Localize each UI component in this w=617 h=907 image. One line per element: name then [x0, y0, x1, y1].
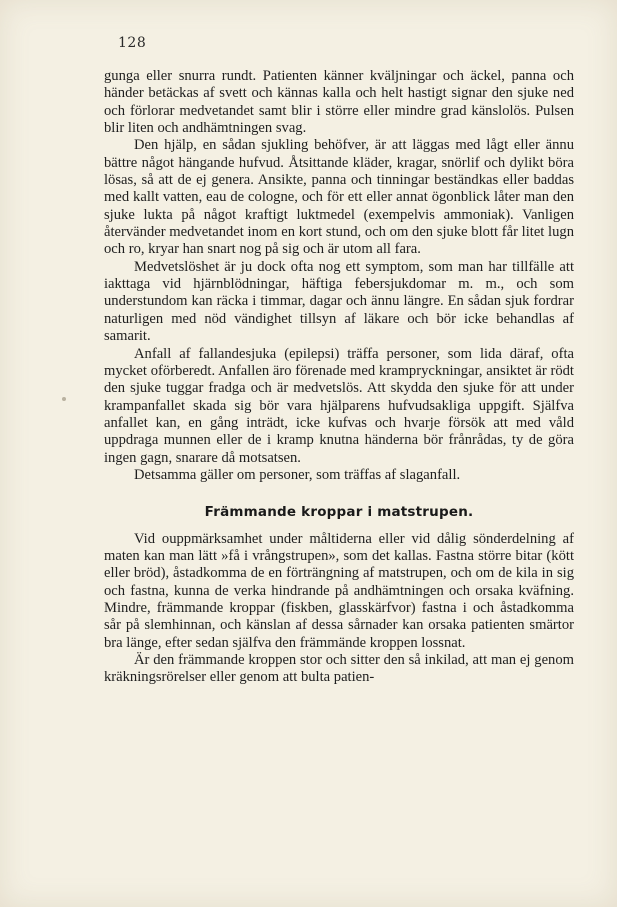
- margin-mark: [62, 397, 66, 401]
- paragraph-large-object: Är den främmande kroppen stor och sitter den så inkilad, att man ej genom kräkningsrörelser eller genom att bulta patien-: [104, 652, 574, 686]
- paragraph-stroke: Detsamma gäller om personer, som träffas af slaganfall.: [134, 466, 461, 483]
- section-heading: Främmande kroppar i matstrupen.: [204, 504, 474, 521]
- paragraph-continuation: gunga eller snurra rundt. Patienten känner kväljningar och äckel, panna och händer betäckas af svett och kännas kalla och helt hastigt signar den sjuke ned och förlorar medvetandet samt blir i större eller mindre grad känslolös. Pulsen blir liten och andhämtningen svag.: [104, 68, 574, 137]
- paragraph-unconsciousness: Medvetslöshet är ju dock ofta nog ett symptom, som man har tillfälle att iakttaga vid hjärnblödningar, häftiga febersjukdomar m. m., och som understundom kan räcka i timmar, dagar och ännu längre. En sådan sjuk fordrar naturligen med nöd vändighet tillsyn af läkare och bör icke behandlas af samarit.: [104, 258, 574, 345]
- page-number: 128: [118, 35, 147, 51]
- body-text: [104, 68, 574, 687]
- paragraph-fainting-help: Den hjälp, en sådan sjukling behöfver, är att läggas med lågt eller ännu bättre något hängande hufvud. Åtsittande kläder, kragar, snörlif och dylikt böra lösas, så att de ej genera. Ansikte, panna och tinningar beständkas eller baddas med kallt vatten, eau de cologne, och för ett eller annat ögonblick låter man den sjuke lukta på något kraftigt luktmedel (exempelvis ammoniak). Vanligen återvänder medvetandet inom en kort stund, och om den sjuke blott får litet lugn och ro, kryar han snart nog på sig och är utom all fara.: [104, 137, 574, 258]
- paragraph-foreign-bodies: Vid ouppmärksamhet under måltiderna eller vid dålig sönderdelning af maten kan man lätt »få i vrångstrupen», som det kallas. Fastna större bitar (kött eller bröd), åstadkomma de en förträngning af matstrupen, och om de kila in sig och fastna, kunna de verka hindrande på andhämtningen och orsaka kväfning. Mindre, främmande kroppar (fiskben, glasskärfvor) fastna i och åstadkomma sår på slemhinnan, och känslan af dessa sårnader kan orsaka patienten smärtor bra länge, efter sedan själfva den främmände kroppen lossnat.: [104, 530, 574, 651]
- paragraph-epilepsy: Anfall af fallandesjuka (epilepsi) träffa personer, som lida däraf, ofta mycket oförberedt. Anfallen äro förenade med krampryckningar, ansiktet är rödt den sjuke tuggar fradga och är medvetslös. Att skydda den sjuke för att under krampanfallet skada sig bör vara hjälparens hufvudsakliga uppgift. Själfva anfallet kan, en gång inträdt, icke kufvas och hvarje försök att med våld uppdraga munnen eller de i kramp knutna händerna bör frånrådas, ty de göra ingen gagn, snarare då motsatsen.: [104, 345, 574, 466]
